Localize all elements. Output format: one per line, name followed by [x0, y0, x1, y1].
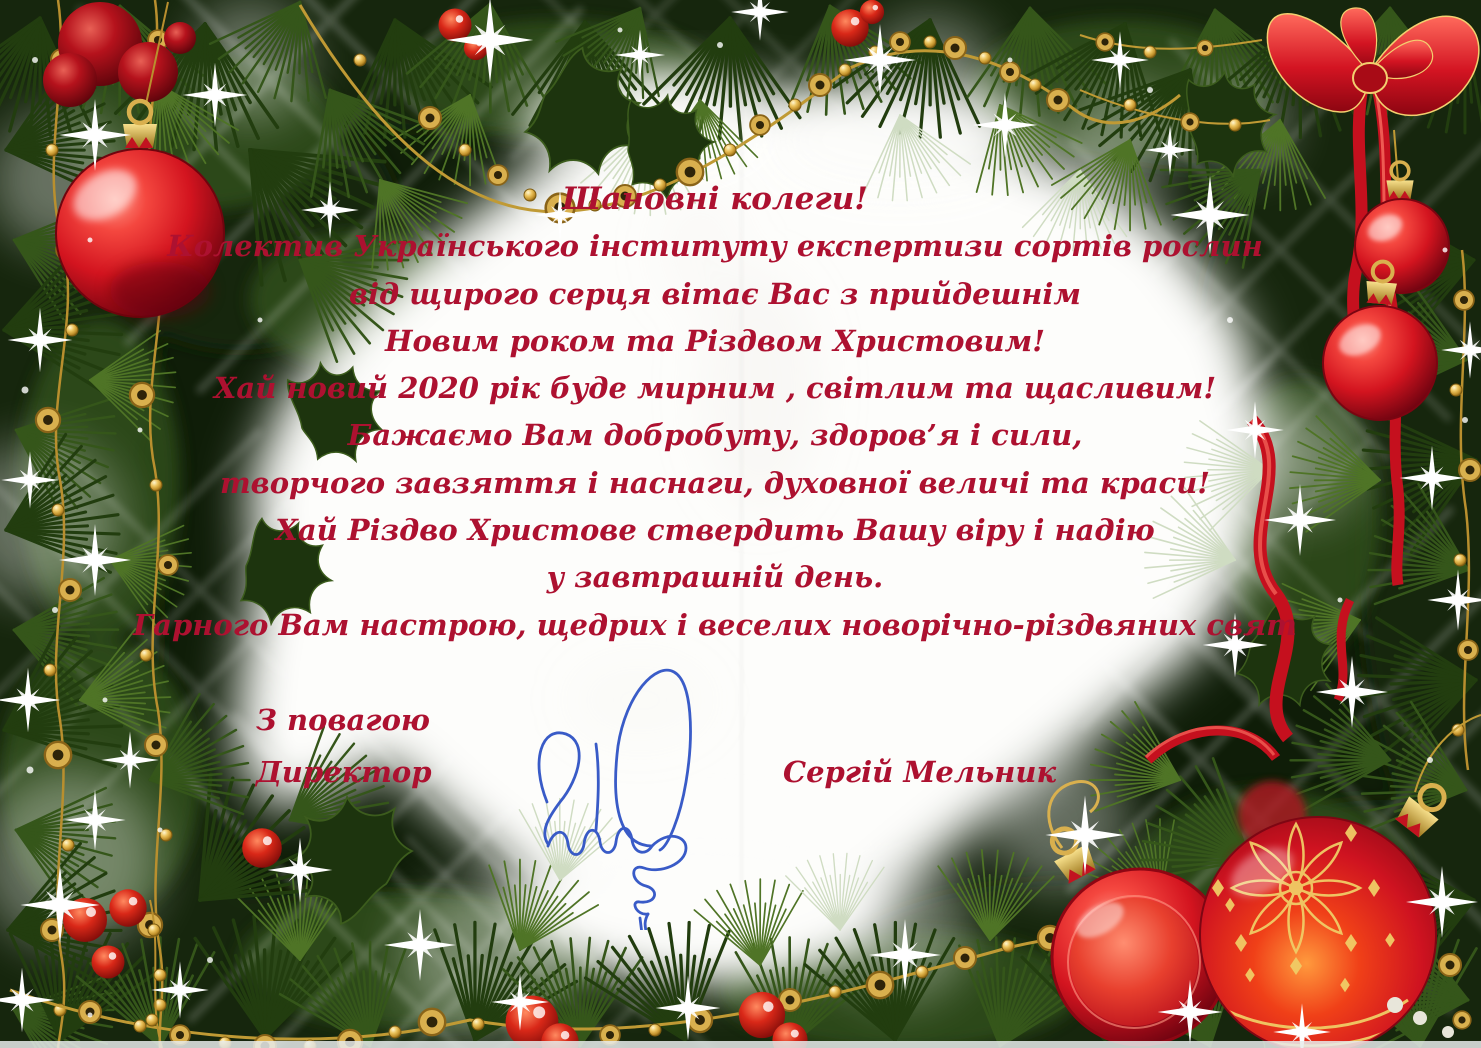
greeting-line-2: від щирого серця вітає Вас з прийдешнім — [348, 276, 1082, 311]
greeting-line-9: Гарного Вам настрою, щедрих і веселих новорічно-різдвяних свят — [133, 607, 1297, 642]
greeting-line-7: Хай Різдво Христове ствердить Вашу віру і надію — [275, 513, 1155, 548]
greeting-text-block — [0, 176, 1430, 649]
greeting-line-6: творчого завзяття і наснаги, духовної величі та краси! — [219, 465, 1211, 500]
greeting-line-4: Хай новий 2020 рік буде мирним , світлим та щасливим! — [213, 371, 1217, 406]
signoff-respect: З повагою — [256, 703, 430, 737]
director-name: Сергій Мельник — [783, 755, 1057, 789]
greeting-line-5: Бажаємо Вам добробуту, здоров’я і сили, — [347, 418, 1083, 453]
director-signature — [490, 650, 730, 930]
greeting-line-1: Колектив Українського інституту експертизи сортів рослин — [167, 229, 1263, 264]
signoff-director-title: Директор — [256, 755, 432, 789]
greeting-line-8: у завтрашній день. — [546, 560, 884, 595]
greeting-line-3: Новим роком та Різдвом Христовим! — [385, 323, 1045, 358]
greeting-title: Шановні колеги! — [562, 181, 868, 217]
